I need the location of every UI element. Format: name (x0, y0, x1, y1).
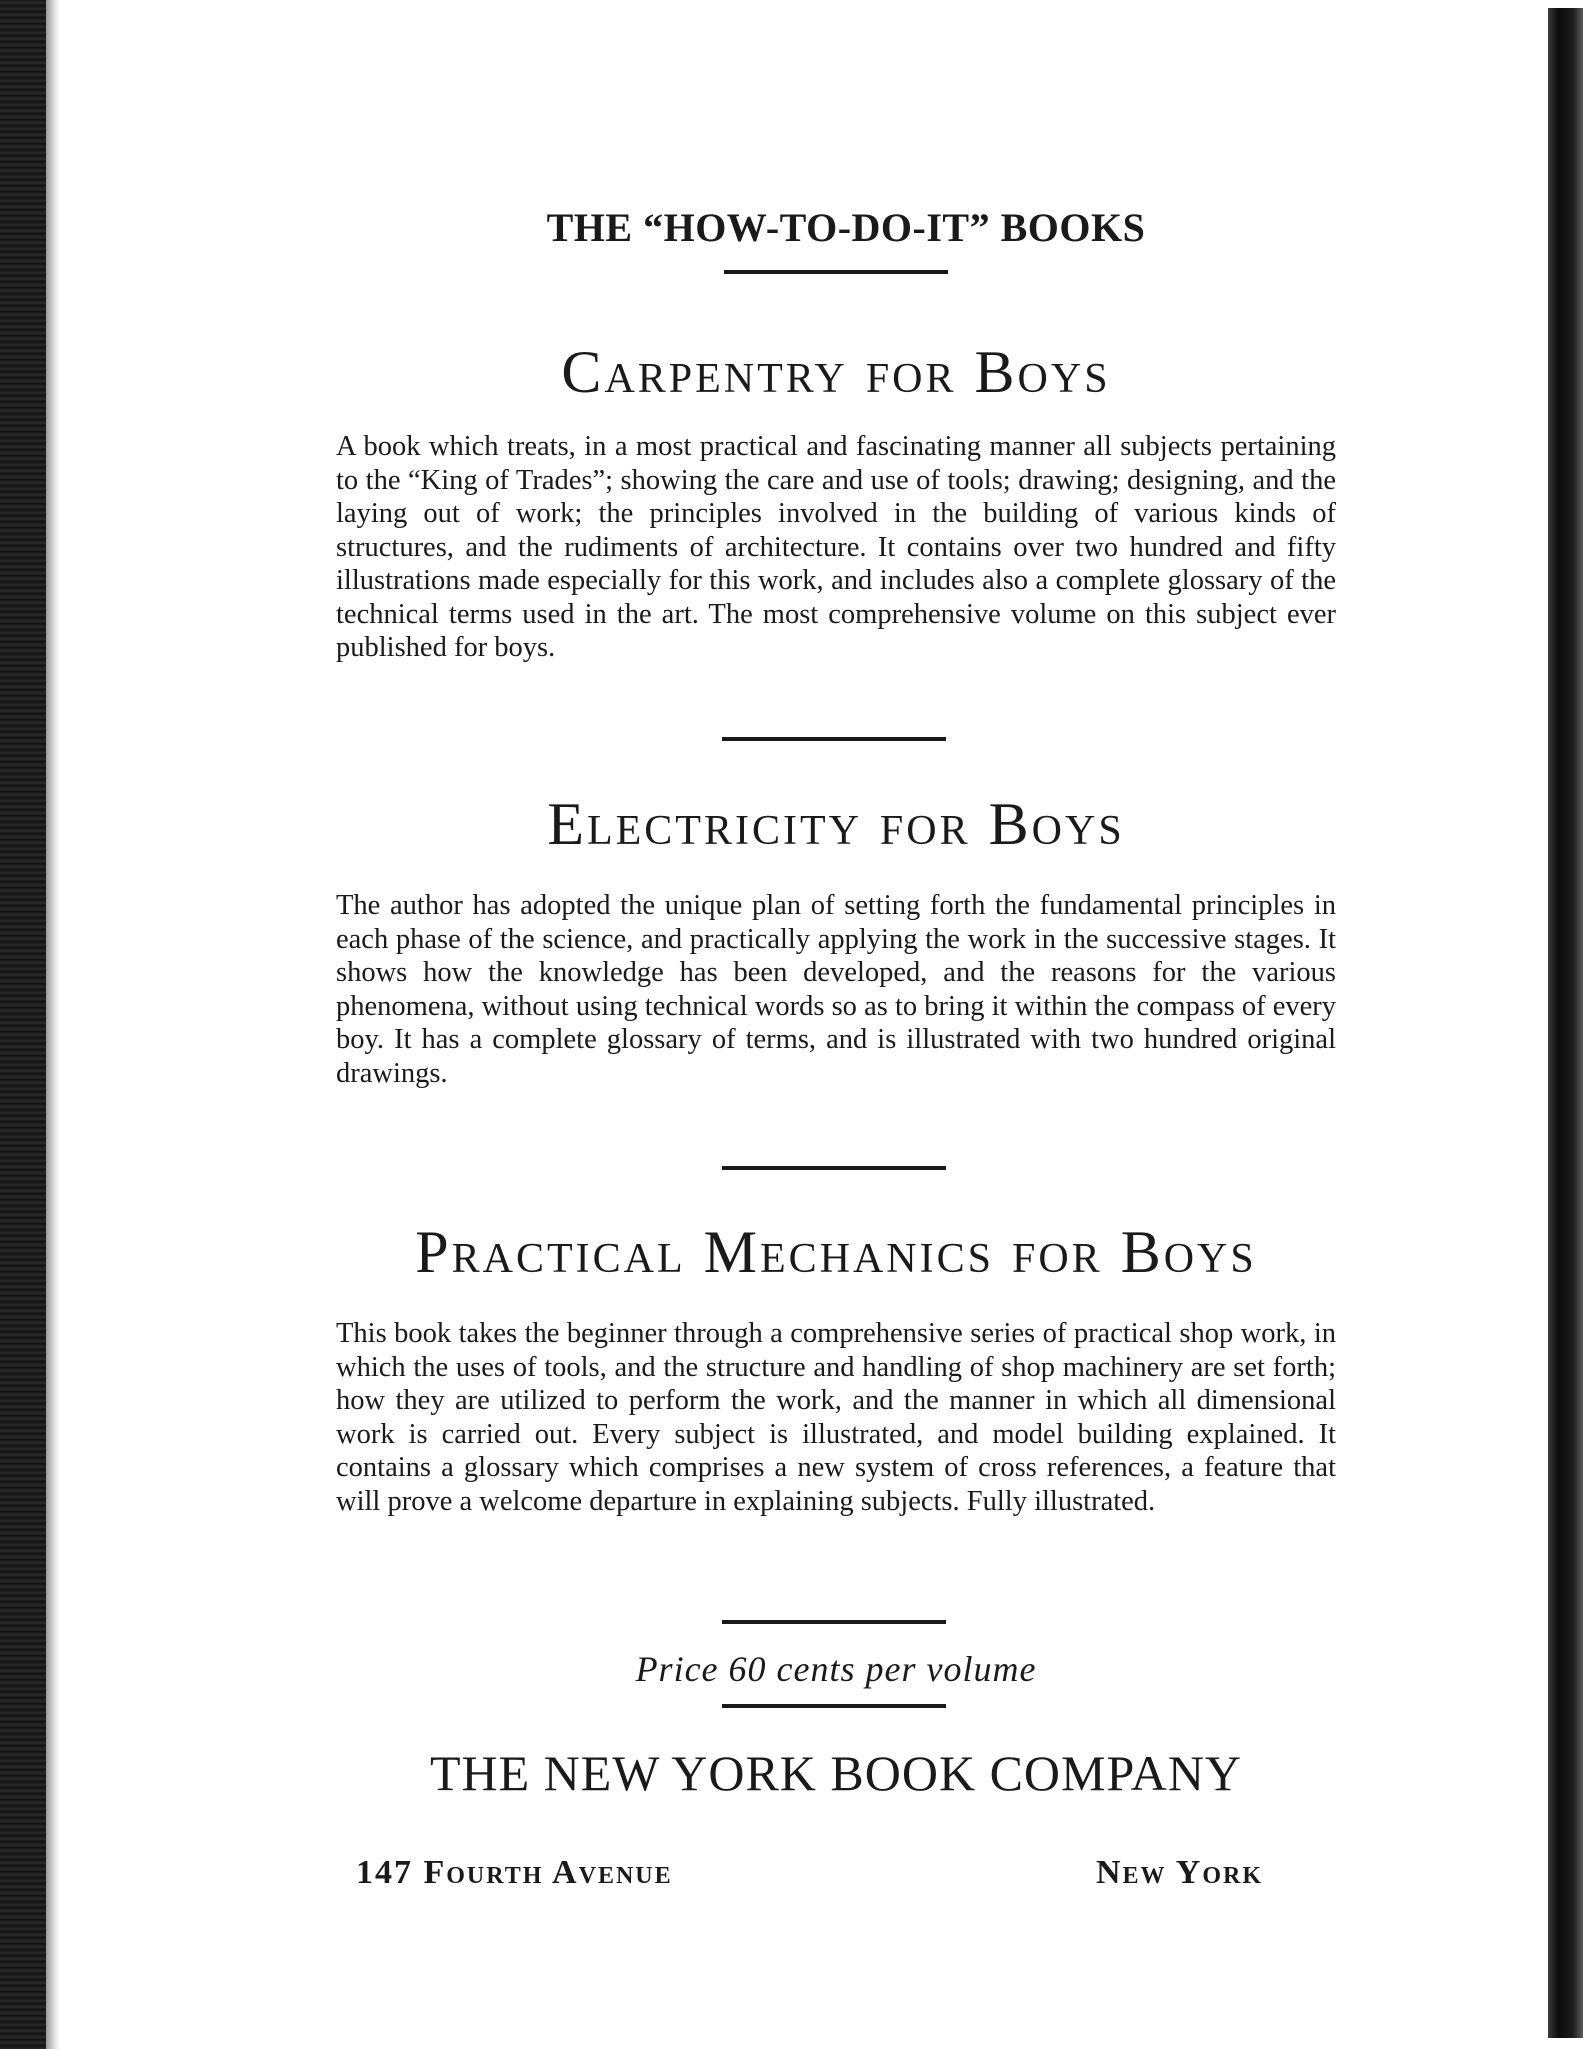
divider-rule (722, 1704, 946, 1708)
divider-rule (722, 1620, 946, 1624)
publisher-city: New York (1096, 1854, 1264, 1891)
book-description-carpentry: A book which treats, in a most practical and fascinating manner all subjects pertaining to the “King of Trades”; showing the care and use of tools; drawing; designing, and the laying out of work; the principles involved in the building of various kinds of structures, and the rudiments of architecture. It contains over two hundred and fifty illustrations made especially for this work, and includes also a complete glossary of the technical terms used in the art. The most comprehensive volume on this subject ever published for boys. (336, 431, 1336, 663)
publisher-address: 147 Fourth Avenue (356, 1854, 673, 1891)
book-title-mechanics: Practical Mechanics for Boys (415, 1219, 1257, 1285)
series-title: THE “HOW-TO-DO-IT” BOOKS (546, 205, 1146, 250)
book-title-carpentry: Carpentry for Boys (561, 339, 1111, 405)
price-line: Price 60 cents per volume (635, 1649, 1037, 1689)
page-gutter-shadow (46, 0, 60, 2049)
divider-rule (724, 270, 948, 274)
divider-rule (722, 1166, 946, 1170)
book-description-mechanics: This book takes the beginner through a comprehensive series of practical shop work, in which the uses of tools, and the structure and handling of shop machinery are set forth; how they are utilized to perform the work, and the manner in which all dimensional work is carried out. Every subject is illustrated, and model building explained. It contains a glossary which comprises a new system of cross references, a feature that will prove a welcome departure in explaining subjects. Fully illustrated. (336, 1318, 1336, 1517)
publisher-name: THE NEW YORK BOOK COMPANY (429, 1745, 1243, 1801)
divider-rule (722, 737, 946, 741)
page-binding-right (1548, 8, 1583, 2038)
book-description-electricity: The author has adopted the unique plan of setting forth the fundamental principles in each phase of the science, and practically applying the work in the successive stages. It shows how the knowledge has been developed, and the reasons for the various phenomena, without using technical words so as to bring it within the compass of every boy. It has a complete glossary of terms, and is illustrated with two hundred original drawings. (336, 890, 1336, 1089)
book-title-electricity: Electricity for Boys (547, 791, 1125, 857)
page-binding-left (0, 0, 46, 2049)
